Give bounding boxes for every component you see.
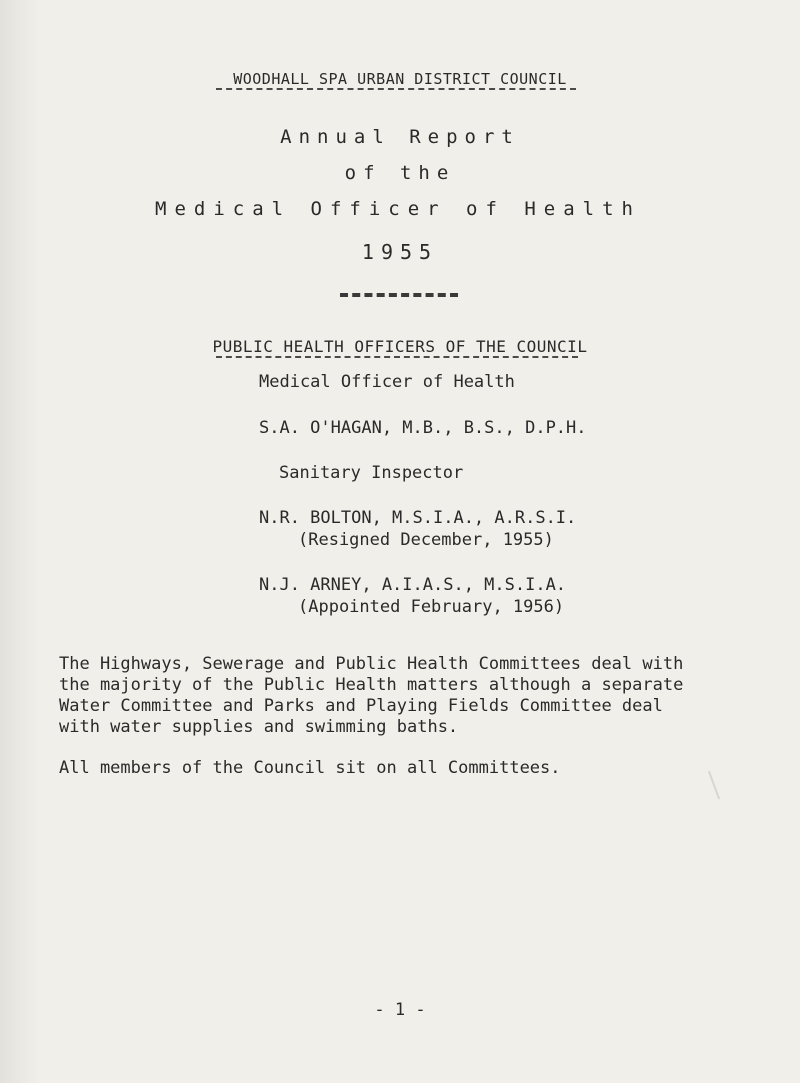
page-number: - 1 -: [374, 1000, 426, 1020]
officers-heading: PUBLIC HEALTH OFFICERS OF THE COUNCIL: [212, 337, 588, 356]
council-title: WOODHALL SPA URBAN DISTRICT COUNCIL: [233, 70, 567, 88]
sanitary-inspector-role: Sanitary Inspector: [279, 463, 464, 483]
committees-paragraph-line: The Highways, Sewerage and Public Health Committees deal with: [59, 654, 684, 674]
report-subject: Medical Officer of Health: [155, 198, 641, 220]
officers-heading-underline: [216, 356, 578, 358]
sanitary-inspector-2-name: N.J. ARNEY, A.I.A.S., M.S.I.A.: [259, 575, 567, 595]
members-paragraph: All members of the Council sit on all Committees.: [59, 758, 561, 778]
report-title: Annual Report: [280, 126, 520, 148]
sanitary-inspector-1-note: (Resigned December, 1955): [298, 530, 554, 550]
committees-paragraph-line: the majority of the Public Health matters although a separate: [59, 675, 684, 695]
moh-name: S.A. O'HAGAN, M.B., B.S., D.P.H.: [259, 418, 587, 438]
margin-mark: [708, 771, 720, 800]
council-title-underline: [216, 88, 576, 90]
sanitary-inspector-1-name: N.R. BOLTON, M.S.I.A., A.R.S.I.: [259, 508, 577, 528]
report-year: 1955: [361, 240, 439, 264]
committees-paragraph-line: with water supplies and swimming baths.: [59, 717, 459, 737]
committees-paragraph-line: Water Committee and Parks and Playing Fields Committee deal: [59, 696, 663, 716]
report-title-of: of the: [344, 162, 456, 184]
moh-role: Medical Officer of Health: [259, 372, 515, 392]
year-divider: [340, 293, 458, 297]
sanitary-inspector-2-note: (Appointed February, 1956): [298, 597, 565, 617]
